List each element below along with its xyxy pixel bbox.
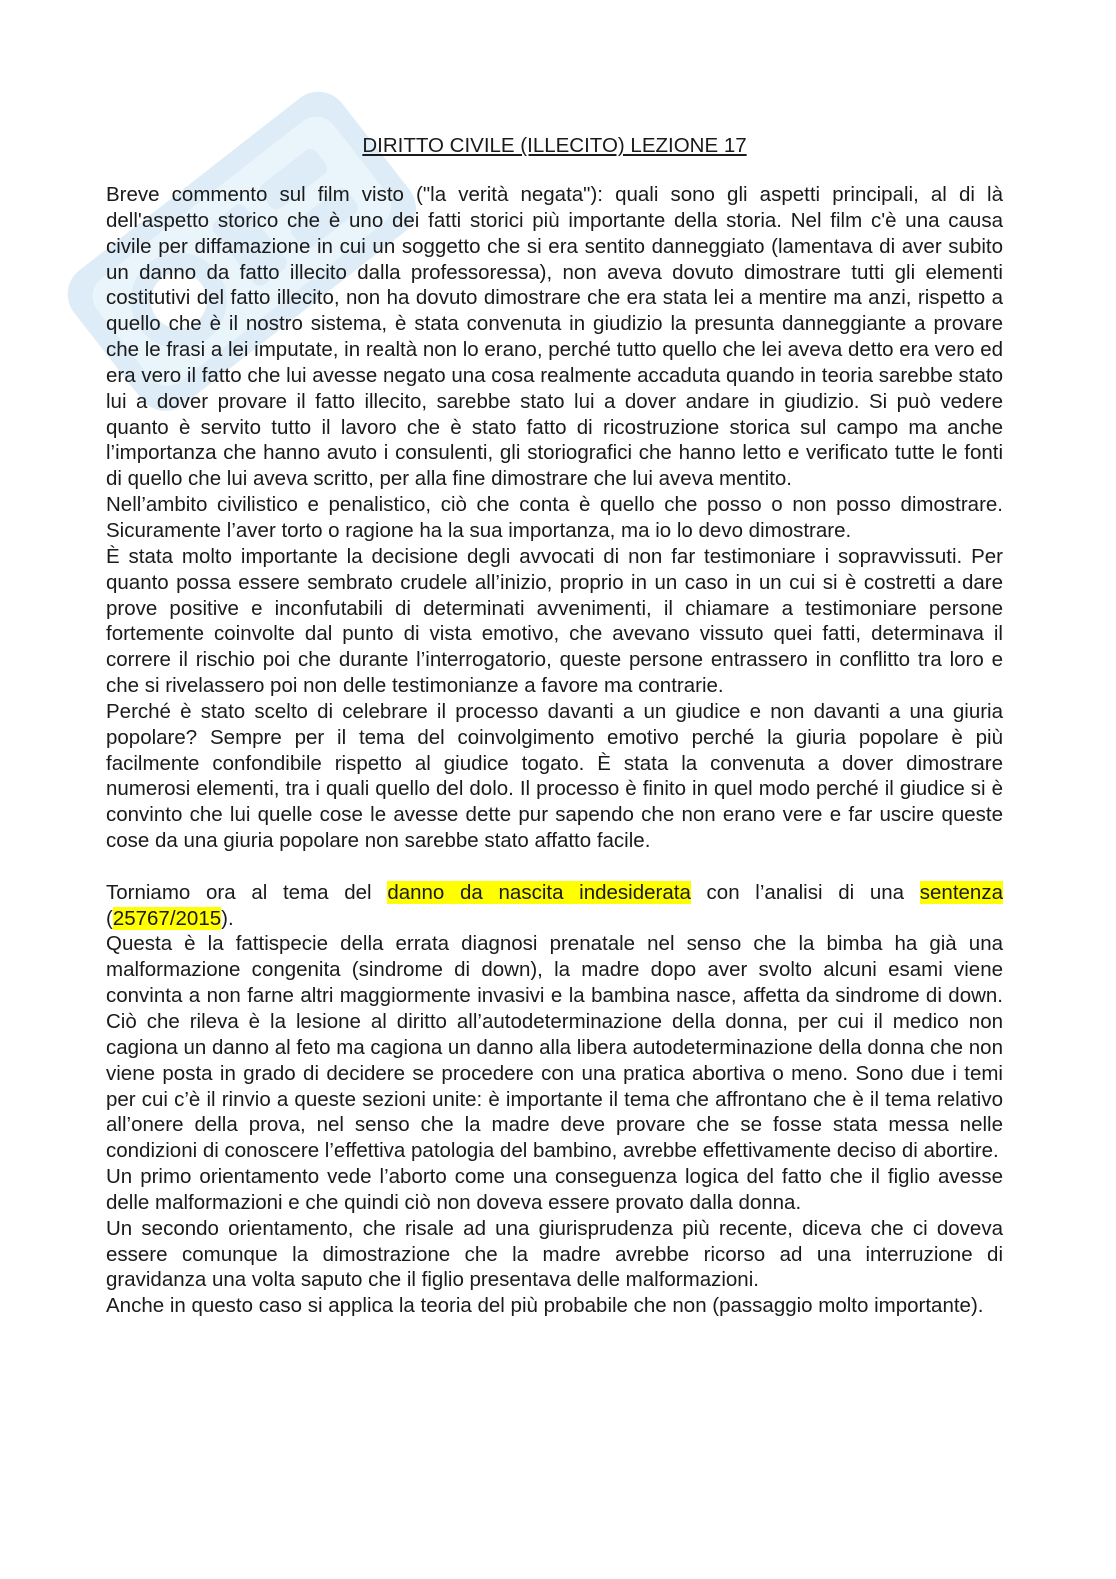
paragraph-film-summary: Breve commento sul film visto ("la verità negata"): quali sono gli aspetti principali, al di là dell'aspetto storico che è uno dei fatti storici più importante della storia. Nel film c'è una causa civile per diffamazione in cui un soggetto che si era sentito danneggiato (lamentava di aver subito un danno da fatto illecito dalla professoressa), non aveva dovuto dimostrare tutti gli elementi costitutivi del fatto illecito, non ha dovuto dimostrare che era stata lei a mentire ma anzi, rispetto a quello che è il nostro sistema, è stata convenuta in giudizio la presunta danneggiante a provare che le frasi a lei imputate, in realtà non lo erano, perché tutto quello che lei aveva detto era vero ed era vero il fatto che lui avesse negato una cosa realmente accaduta quando in teoria sarebbe stato lui a dover provare il fatto illecito, sarebbe stato lui a dover andare in giudizio. Si può vedere quanto è servito tutto il lavoro che è stato fatto di ricostruzione storica sul campo ma anche l’importanza che hanno avuto i consulenti, gli storiografici che hanno letto e verificato tutte le fonti di quello che lui aveva scritto, per alla fine dimostrare che lui aveva mentito. <box>106 183 1003 491</box>
document-title: DIRITTO CIVILE (ILLECITO) LEZIONE 17 <box>362 134 747 157</box>
intro-text-3: ( <box>106 906 113 930</box>
paragraph-gap <box>106 854 1003 880</box>
document-page <box>106 132 1003 1319</box>
paragraph-jury: Perché è stato scelto di celebrare il processo davanti a un giudice e non davanti a una giuria popolare? Sempre per il tema del coinvolgimento emotivo perché la giuria popolare è più facilmente confondibile rispetto al giudice togato. È stata la convenuta a dover dimostrare numerosi elementi, tra i quali quello del dolo. Il processo è finito in quel modo perché il giudice si è convinto che lui quelle cose le avesse dette pur sapendo che non erano vere e far uscire queste cose da una giuria popolare non sarebbe stato affatto facile. <box>106 699 1003 853</box>
highlight-sentenza-number: 25767/2015 <box>112 906 222 930</box>
paragraph-teoria: Anche in questo caso si applica la teoria del più probabile che non (passaggio molto importante). <box>106 1294 984 1318</box>
highlight-danno-nascita: danno da nascita indesiderata <box>387 880 691 904</box>
intro-text-4: ). <box>221 906 234 930</box>
paragraph-diagnosi: Questa è la fattispecie della errata diagnosi prenatale nel senso che la bimba ha già una malformazione congenita (sindrome di down), la madre dopo aver svolto alcuni esami viene convinta a non farne altri maggiormente invasivi e la bambina nasce, affetta da sindrome di down. Ciò che rileva è la lesione al diritto all’autodeterminazione della donna, per cui il medico non cagiona un danno al feto ma cagiona un danno alla libera autodeterminazione della donna che non viene posta in grado di decidere se procedere con una pratica abortiva o meno. Sono due i temi per cui c’è il rinvio a queste sezioni unite: è importante il tema che affrontano che è il tema relativo all’onere della prova, nel senso che la madre deve provare che se fosse stata messa nelle condizioni di conoscere l’effettiva patologia del bambino, avrebbe effettivamente deciso di abortire. <box>106 932 1003 1163</box>
highlight-sentenza: sentenza <box>919 880 1003 904</box>
intro-text-2: con l’analisi di una <box>690 880 920 904</box>
paragraph-survivors: È stata molto importante la decisione degli avvocati di non far testimoniare i sopravvissuti. Per quanto possa essere sembrato crudele all’inizio, proprio in un caso in un cui si è costretti a dare prove positive e inconfutabili di determinati avvenimenti, il chiamare a testimoniare persone fortemente coinvolte dal punto di vista emotivo, che avevano vissuto quei fatti, determinava il correre il rischio poi che durante l’interrogatorio, queste persone entrassero in conflitto tra loro e che si rivelassero poi non delle testimonianze a favore ma contrarie. <box>106 544 1003 698</box>
paragraph-secondo-orientamento: Un secondo orientamento, che risale ad una giurisprudenza più recente, diceva che ci doveva essere comunque la dimostrazione che la madre avrebbe ricorso ad una interruzione di gravidanza una volta saputo che il figlio presentava delle malformazioni. <box>106 1216 1003 1292</box>
paragraph-primo-orientamento: Un primo orientamento vede l’aborto come una conseguenza logica del fatto che il figlio avesse delle malformazioni e che quindi ciò non doveva essere provato dalla donna. <box>106 1165 1003 1214</box>
intro-text-1: Torniamo ora al tema del <box>106 880 388 904</box>
paragraph-intro-sentenza <box>106 880 1003 932</box>
paragraph-civil-penal: Nell’ambito civilistico e penalistico, ciò che conta è quello che posso o non posso dimostrare. Sicuramente l’aver torto o ragione ha la sua importanza, ma io lo devo dimostrare. <box>106 493 1003 542</box>
